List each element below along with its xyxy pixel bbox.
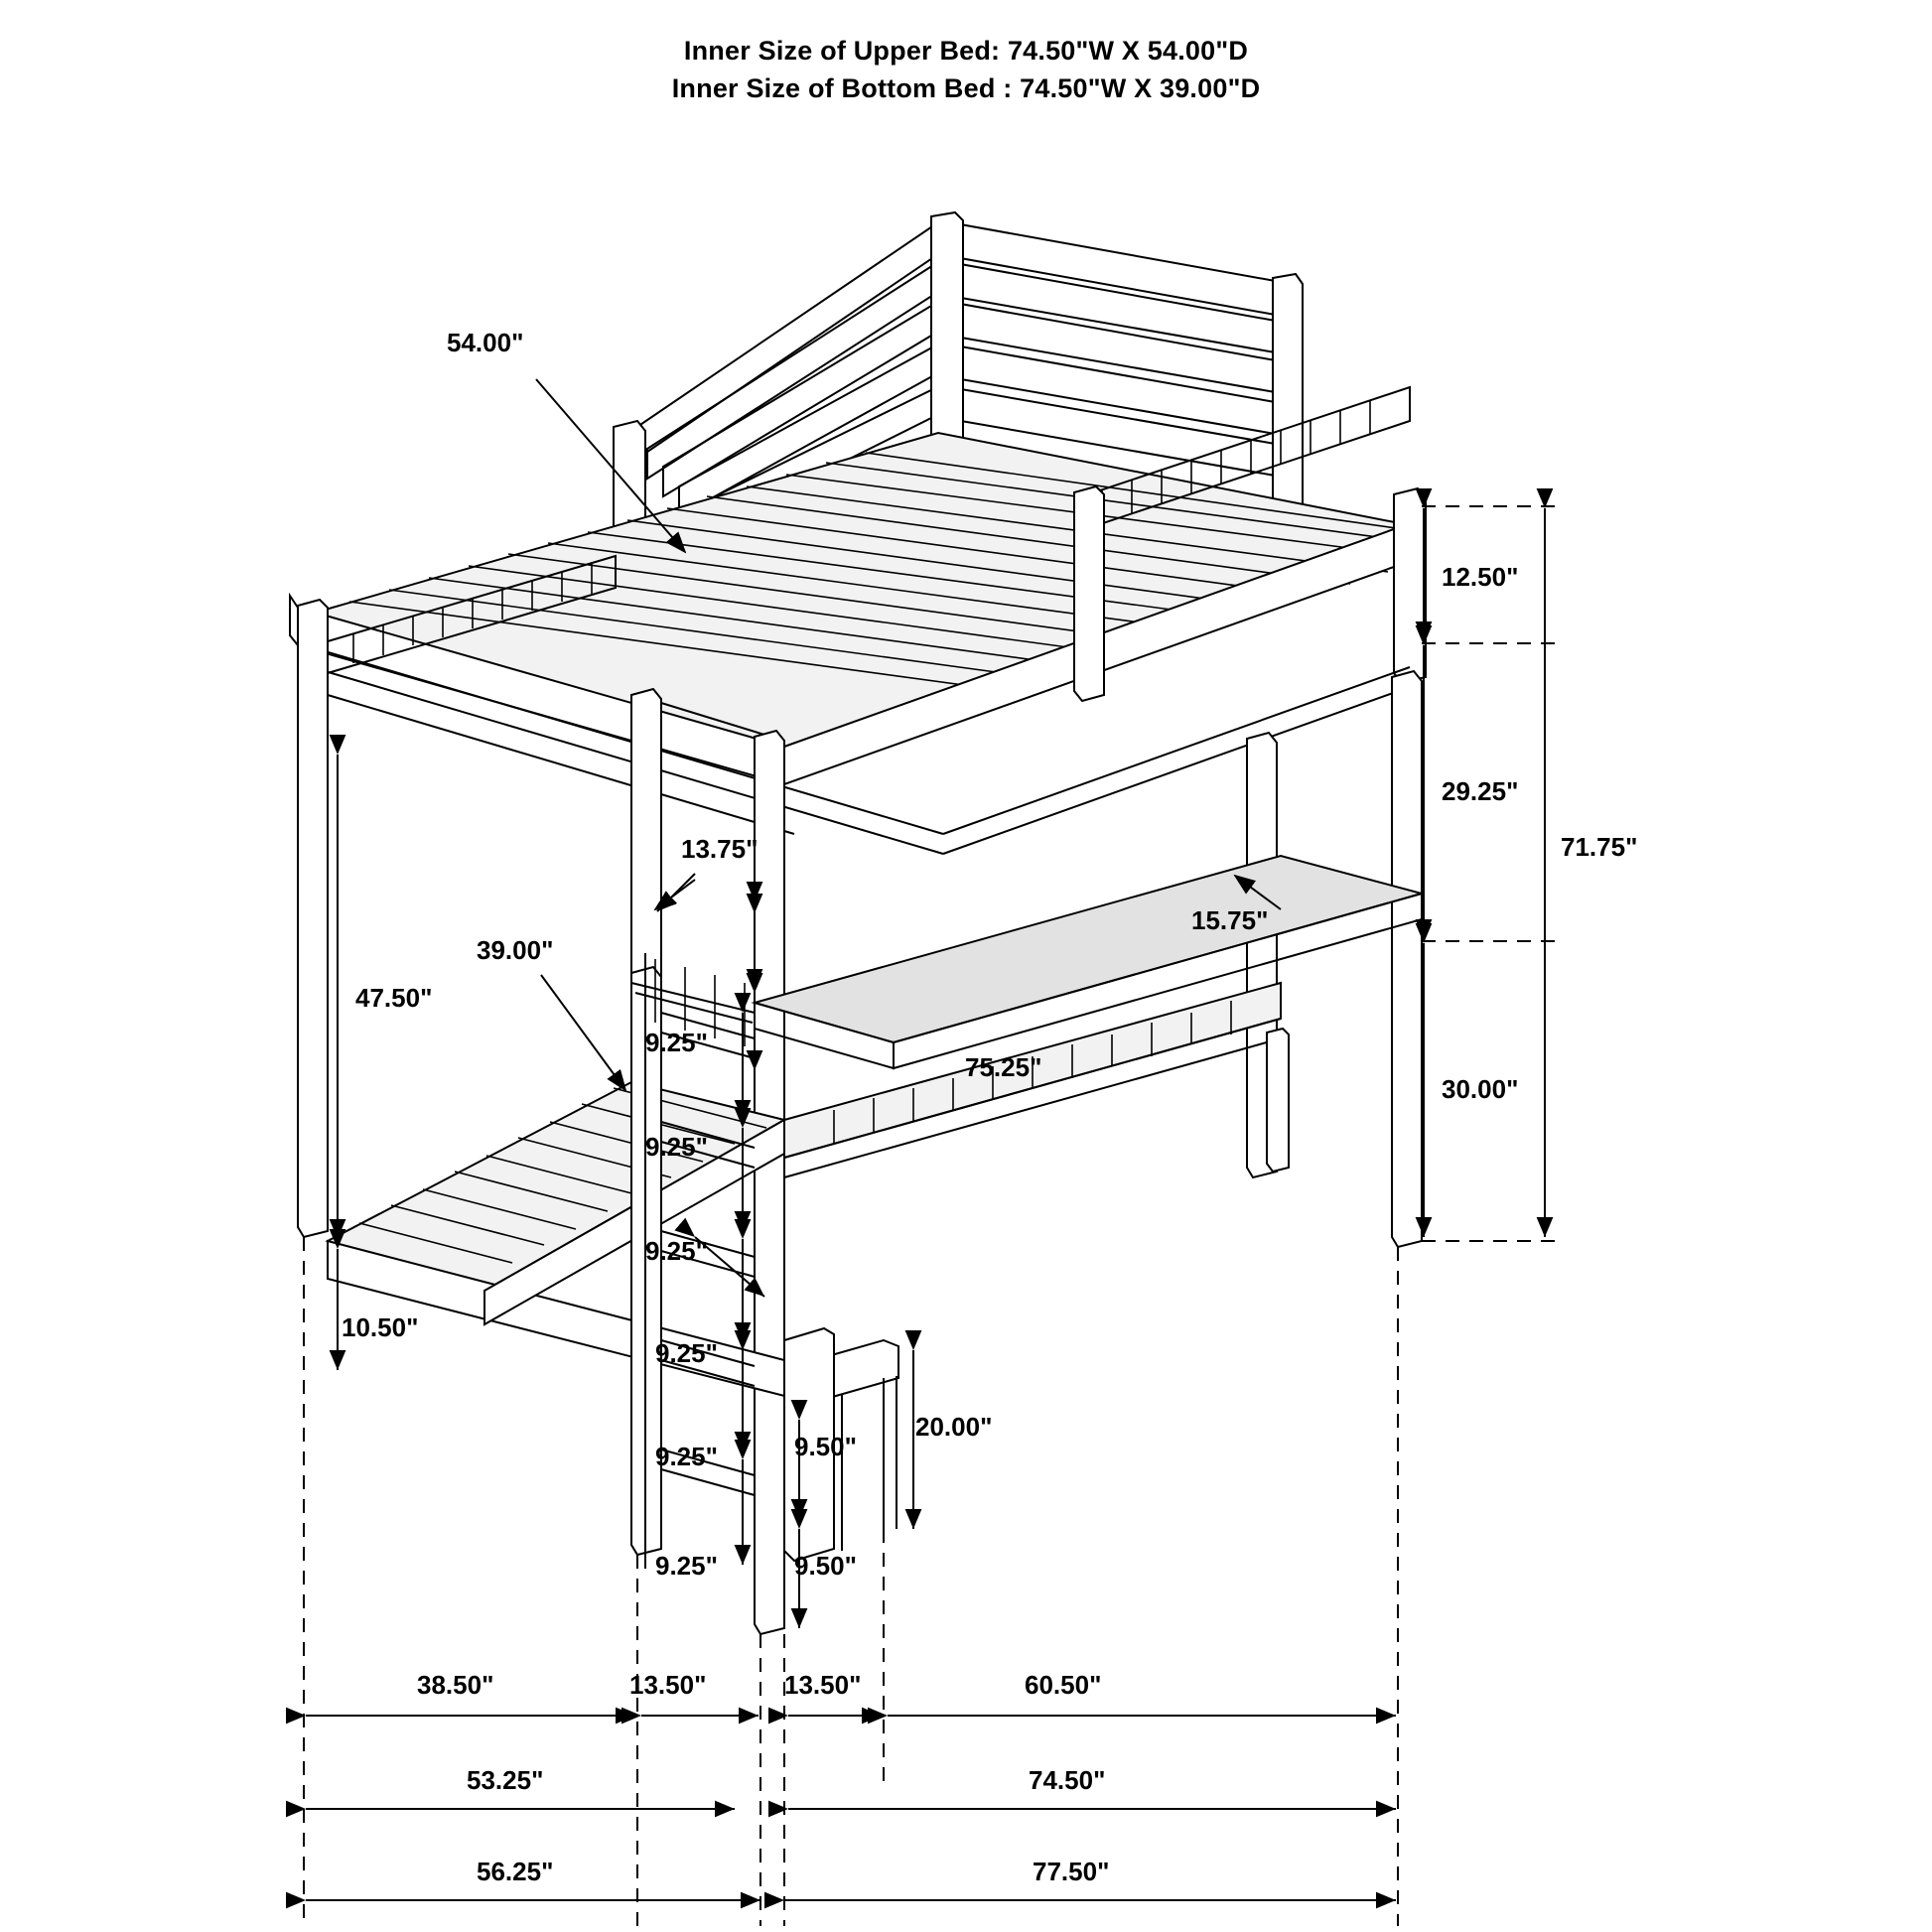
dim-label-rung-6: 9.25" xyxy=(655,1551,718,1581)
dim-label-38-50: 38.50" xyxy=(417,1670,494,1700)
right-vertical-dimensions xyxy=(1422,506,1559,1241)
dim-label-30-00: 30.00" xyxy=(1442,1074,1519,1104)
dim-label-75-25: 75.25" xyxy=(965,1052,1042,1082)
dim-label-rung-4: 9.25" xyxy=(655,1338,718,1368)
dim-label-60-50: 60.50" xyxy=(1025,1670,1102,1700)
dim-label-rung-5: 9.25" xyxy=(655,1442,718,1471)
dim-label-20-00: 20.00" xyxy=(915,1412,993,1442)
dim-label-rung-3: 9.25" xyxy=(645,1236,708,1266)
header-line-1: Inner Size of Upper Bed: 74.50"W X 54.00"D xyxy=(683,36,1249,66)
dim-label-47-50: 47.50" xyxy=(355,983,433,1013)
dim-label-71-75: 71.75" xyxy=(1561,832,1638,862)
dim-label-13-50-b: 13.50" xyxy=(784,1670,862,1700)
plan-dimension-chain xyxy=(304,1237,1398,1926)
dim-label-13-50-a: 13.50" xyxy=(629,1670,707,1700)
dim-label-rung-2: 9.25" xyxy=(645,1132,708,1162)
dim-label-29-25: 29.25" xyxy=(1442,776,1519,806)
dim-label-56-25: 56.25" xyxy=(477,1857,554,1886)
dim-label-10-50: 10.50" xyxy=(342,1312,419,1342)
dim-label-side-1: 9.50" xyxy=(794,1432,857,1461)
dim-label-rung-1: 9.25" xyxy=(645,1028,708,1057)
dim-label-77-50: 77.50" xyxy=(1033,1857,1110,1886)
dim-label-39-00: 39.00" xyxy=(477,935,554,965)
dim-label-54: 54.00" xyxy=(447,328,524,357)
dim-label-side-2: 9.50" xyxy=(794,1551,857,1581)
dim-label-53-25: 53.25" xyxy=(467,1765,544,1795)
dim-label-74-50: 74.50" xyxy=(1029,1765,1106,1795)
dim-label-12-50: 12.50" xyxy=(1442,562,1519,592)
dim-label-13-75: 13.75" xyxy=(681,834,759,864)
dim-label-15-75: 15.75" xyxy=(1191,905,1269,935)
header-line-2: Inner Size of Bottom Bed : 74.50"W X 39.00"D xyxy=(671,73,1261,103)
inline-dimensions xyxy=(657,874,764,1297)
